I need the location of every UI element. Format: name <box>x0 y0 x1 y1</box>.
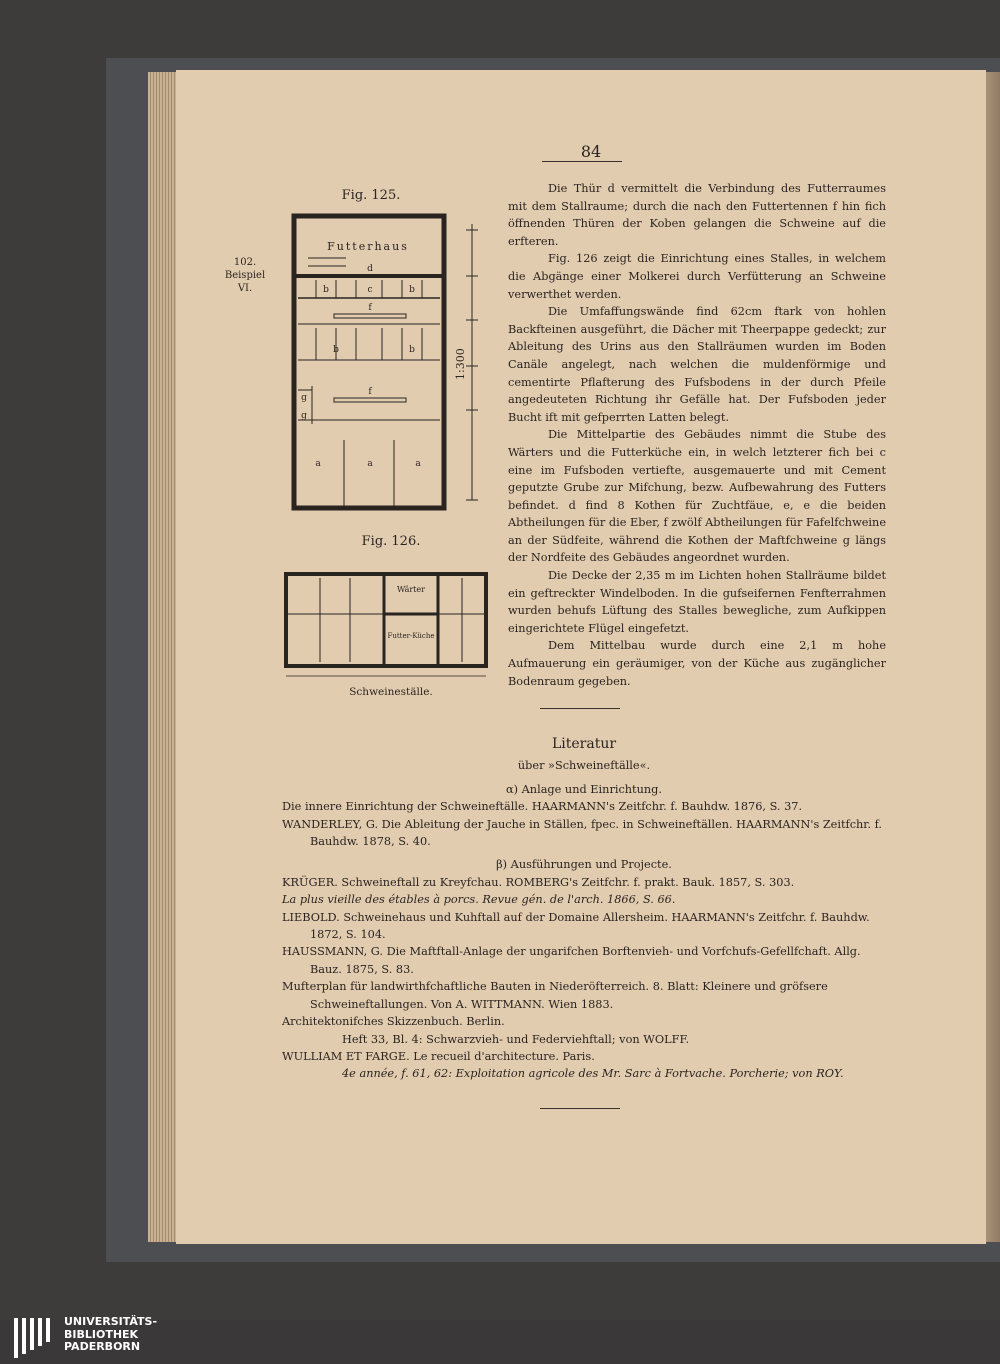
literature-section <box>282 736 886 1083</box>
fig126-label-kueche: Futter-Küche <box>387 632 435 640</box>
page-number: 84 <box>580 142 602 161</box>
page-number-rule <box>542 161 622 162</box>
fig125-label-a3: a <box>415 459 421 469</box>
literature-section-b: β) Ausführungen und Projecte. <box>496 858 672 872</box>
literature-entry: Architektonifches Skizzenbuch. Berlin. <box>282 1015 505 1029</box>
fig125-label-c: c <box>367 285 373 295</box>
library-name-line3: PADERBORN <box>64 1340 141 1353</box>
fig125-floor-plan <box>286 210 506 520</box>
fig126-label-waerter: Wärter <box>397 585 425 594</box>
literature-entry-sub: Heft 33, Bl. 4: Schwarzvieh- und Federviehftall; von WOLFF. <box>342 1032 690 1046</box>
paragraph: Dem Mittelbau wurde durch eine 2,1 m hohe Aufmauerung ein geräumiger, von der Küche aus zugänglicher Bodenraum gegeben. <box>508 639 886 688</box>
literature-entry: LIEBOLD. Schweinehaus und Kuhftall auf der Domaine Allersheim. HAARMANN's Zeitfchr. f. Bauhdw. 1872, S. 104. <box>282 910 870 942</box>
fig125-label-b1: b <box>323 285 329 295</box>
literature-entry: KRÜGER. Schweineftall zu Kreyfchau. ROMBERG's Zeitfchr. f. prakt. Bauk. 1857, S. 303. <box>282 875 795 889</box>
body-text <box>508 180 886 690</box>
paragraph: Die Thür d vermittelt die Verbindung des Futterraumes mit dem Stallraume; durch die nach den Futtertennen f hin fich öffnenden Thüren der Koben gelangen die Schweine auf die erfteren. <box>508 182 886 248</box>
literature-entry: Die innere Einrichtung der Schweineftälle. HAARMANN's Zeitfchr. f. Bauhdw. 1876, S. 37. <box>282 800 803 814</box>
fig125-label-b2: b <box>409 285 415 295</box>
literature-entry: WANDERLEY, G. Die Ableitung der Jauche in Ställen, fpec. in Schweineftällen. HAARMANN's Zeitfchr. f. Bauhdw. 1878, S. 40. <box>282 817 883 849</box>
literature-entry: WULLIAM ET FARGE. Le recueil d'architecture. Paris. <box>282 1049 595 1063</box>
fig125-label-f1: f <box>368 303 372 313</box>
literature-section-a: α) Anlage und Einrichtung. <box>506 782 662 796</box>
library-logo-icon <box>12 1316 56 1360</box>
fig125-building-label: Futterhaus <box>327 240 409 253</box>
fig125-label-f2: f <box>368 387 372 397</box>
paragraph: Fig. 126 zeigt die Einrichtung eines Stalles, in welchem die Abgänge einer Molkerei durch Verfütterung an Schweine verwerthet werden. <box>508 252 886 301</box>
library-name-line1: UNIVERSITÄTS- <box>64 1315 158 1328</box>
marginal-note <box>222 256 268 295</box>
library-name <box>64 1316 157 1354</box>
fig126-floor-plan <box>280 568 496 682</box>
fig126-caption: Fig. 126. <box>361 534 421 549</box>
fig125-label-a1: a <box>315 459 321 469</box>
literature-entry: HAUSSMANN, G. Die Maftftall-Anlage der ungarifchen Borftenvieh- und Vorfchufs-Gefellfchaft. Allg. Bauz. 1875, S. 83. <box>282 945 861 976</box>
literature-subheading: über »Schweineftälle«. <box>517 759 651 773</box>
fig125-label-b3: b <box>333 345 339 355</box>
literature-entry: La plus vieille des étables à porcs. Revue gén. de l'arch. 1866, S. 66. <box>282 893 676 907</box>
fig125-caption: Fig. 125. <box>341 188 401 203</box>
literature-entry: Mufterplan für landwirthfchaftliche Bauten in Niederöfterreich. 8. Blatt: Kleinere und gröfsere Schweineftallungen. Von A. WITTMANN. Wien 1883. <box>282 980 828 1011</box>
fig125-label-g2: g <box>301 411 307 421</box>
literature-entry-sub: 4e année, f. 61, 62: Exploitation agricole des Mr. Sarc à Fortvache. Porcherie; von ROY. <box>342 1067 844 1081</box>
paragraph: Die Umfaffungswände find 62cm ftark von hohlen Backfteinen ausgeführt, die Dächer mit Theerpappe gedeckt; zur Ableitung des Urins aus den Stallräumen wurden im Boden Canäle angelegt, nach welchen die muldenförmige und cementirte Pflafterung des Fufsbodens in der durch Pfeile angedeuteten Richtung ihr Gefälle hat. Der Fufsboden jeder Bucht ift mit gefperrten Latten belegt. <box>508 305 886 424</box>
fig125-scale: 1:300 <box>454 348 467 380</box>
book-page <box>176 70 986 1244</box>
fig125-label-d: d <box>367 264 373 274</box>
fig125-label-b4: b <box>409 345 415 355</box>
fig125-label-g1: g <box>301 393 307 403</box>
marginal-number: 102. <box>233 257 257 268</box>
paragraph: Die Mittelpartie des Gebäudes nimmt die Stube des Wärters und die Futterküche ein, in welch letzterer fich bei c eine im Fufsboden vertiefte, ausgemauerte und mit Cement geputzte Grube zur Mifchung, bezw. Aufbewahrung des Futters befindet. d find 8 Kothen für Zuchtfäue, e, e die beiden Abtheilungen für die Eber, f zwölf Abtheilungen für Fafelfchweine an der Südfeite, während die Kothen der Maftfchweine g längs der Nordfeite des Gebäudes angeordnet wurden. <box>508 428 887 565</box>
fig125-label-a2: a <box>367 459 373 469</box>
literature-heading: Literatur <box>551 736 617 752</box>
section-divider <box>540 708 620 709</box>
library-name-line2: BIBLIOTHEK <box>64 1327 139 1341</box>
page-stack-edge <box>148 72 178 1242</box>
marginal-label: Beispiel VI. <box>224 270 266 294</box>
fig126-title: Schweineställe. <box>349 686 433 698</box>
end-divider <box>540 1108 620 1109</box>
paragraph: Die Decke der 2,35 m im Lichten hohen Stallräume bildet ein geftreckter Windelboden. In die gufseifernen Fenfterrahmen wurden behufs Lüftung des Stalles bewegliche, zum Aufkippen eingerichtete Flügel eingefetzt. <box>508 569 886 635</box>
